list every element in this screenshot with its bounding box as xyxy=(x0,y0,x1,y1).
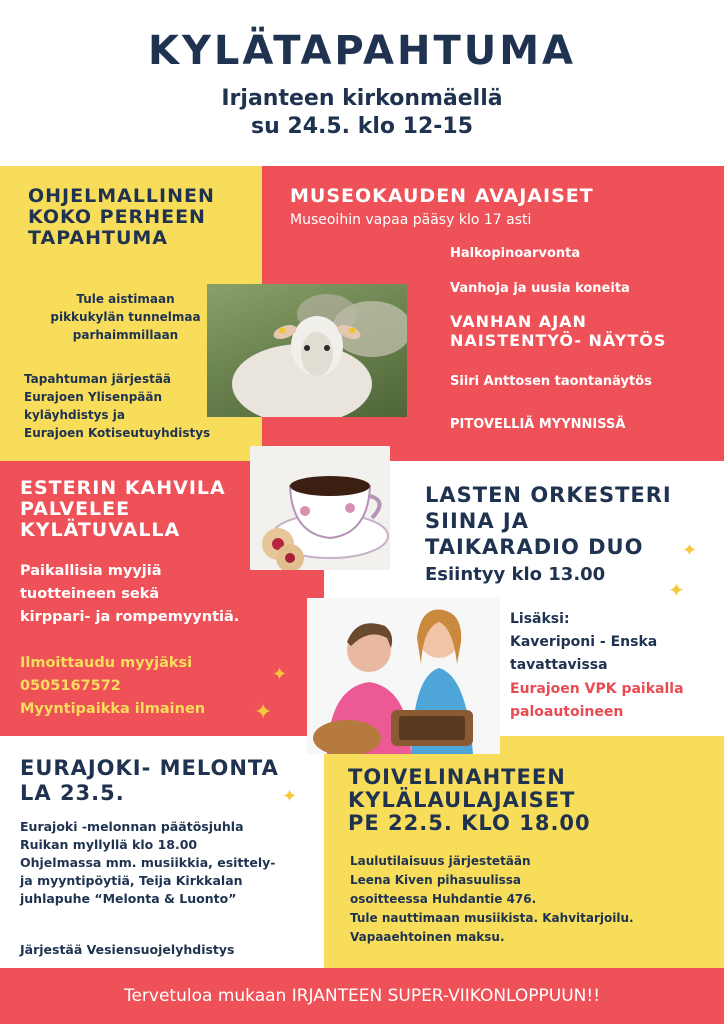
orchestra-vpk: Eurajoen VPK paikalla paloautoineen xyxy=(510,681,684,720)
museum-subtitle: Museoihin vapaa pääsy klo 17 asti xyxy=(290,212,532,228)
sparkle-icon: ✦ xyxy=(668,578,685,602)
event-location: Irjanteen kirkonmäellä xyxy=(221,86,503,111)
sheep-photo xyxy=(207,284,407,417)
singing-heading: TOIVELINAHTEEN KYLÄLAULAJAISET PE 22.5. KLO 18.00 xyxy=(348,765,591,835)
cafe-signup: Ilmoittaudu myyjäksi 0505167572 Myyntipaikka ilmainen xyxy=(20,655,206,717)
sparkle-icon: ✦ xyxy=(254,700,273,725)
paddle-body: Eurajoki -melonnan päätösjuhla Ruikan myllyllä klo 18.00 Ohjelmassa mm. musiikkia, esittely- ja myyntipöytiä, Teija Kirkkalan juhlapuhe “Melonta & Luonto” xyxy=(20,819,276,906)
page-title: KYLÄTAPAHTUMA xyxy=(147,28,577,74)
museum-heading: MUSEOKAUDEN AVAJAISET xyxy=(290,185,594,207)
museum-item-taonta: Siiri Anttosen taontanäytös xyxy=(450,374,652,389)
family-tagline: Tule aistimaan pikkukylän tunnelmaa parhaimmillaan xyxy=(50,292,201,342)
sparkle-icon: ✦ xyxy=(272,664,288,685)
orchestra-time: Esiintyy klo 13.00 xyxy=(425,564,606,585)
sparkle-icon: ✦ xyxy=(682,540,698,561)
family-heading: OHJELMALLINEN KOKO PERHEEN TAPAHTUMA xyxy=(28,185,215,249)
cafe-heading: ESTERIN KAHVILA PALVELEE KYLÄTUVALLA xyxy=(20,477,226,541)
singing-body: Laulutilaisuus järjestetään Leena Kiven pihasuulissa osoitteessa Huhdantie 476. Tule nauttimaan musiikista. Kahvitarjoilu. Vapaaehtoinen maksu. xyxy=(350,854,634,944)
paddle-organizer: Järjestää Vesiensuojelyhdistys xyxy=(20,942,235,957)
orchestra-extra: Lisäksi: Kaveriponi - Enska tavattavissa xyxy=(510,611,658,673)
teacup-photo xyxy=(250,446,390,570)
museum-item-koneet: Vanhoja ja uusia koneita xyxy=(450,281,630,296)
event-datetime: su 24.5. klo 12-15 xyxy=(250,114,474,139)
orchestra-heading: LASTEN ORKESTERI SIINA JA TAIKARADIO DUO xyxy=(425,483,672,559)
footer-banner xyxy=(0,968,724,1024)
performers-photo xyxy=(307,598,500,754)
museum-item-pitovelli: PITOVELLIÄ MYYNNISSÄ xyxy=(450,417,626,432)
paddle-heading: EURAJOKI- MELONTA LA 23.5. xyxy=(20,756,279,805)
footer-text: Tervetuloa mukaan IRJANTEEN SUPER-VIIKONLOPPUUN!! xyxy=(123,986,601,1006)
cafe-body: Paikallisia myyjiä tuotteineen sekä kirppari- ja rompemyyntiä. xyxy=(20,563,240,625)
sparkle-icon: ✦ xyxy=(282,786,298,807)
museum-show-heading: VANHAN AJAN NAISTENTYÖ- NÄYTÖS xyxy=(450,312,667,350)
family-organizers: Tapahtuman järjestää Eurajoen Ylisenpään kyläyhdistys ja Eurajoen Kotiseutuyhdistys xyxy=(24,372,211,440)
museum-item-halkopino: Halkopinoarvonta xyxy=(450,246,581,261)
